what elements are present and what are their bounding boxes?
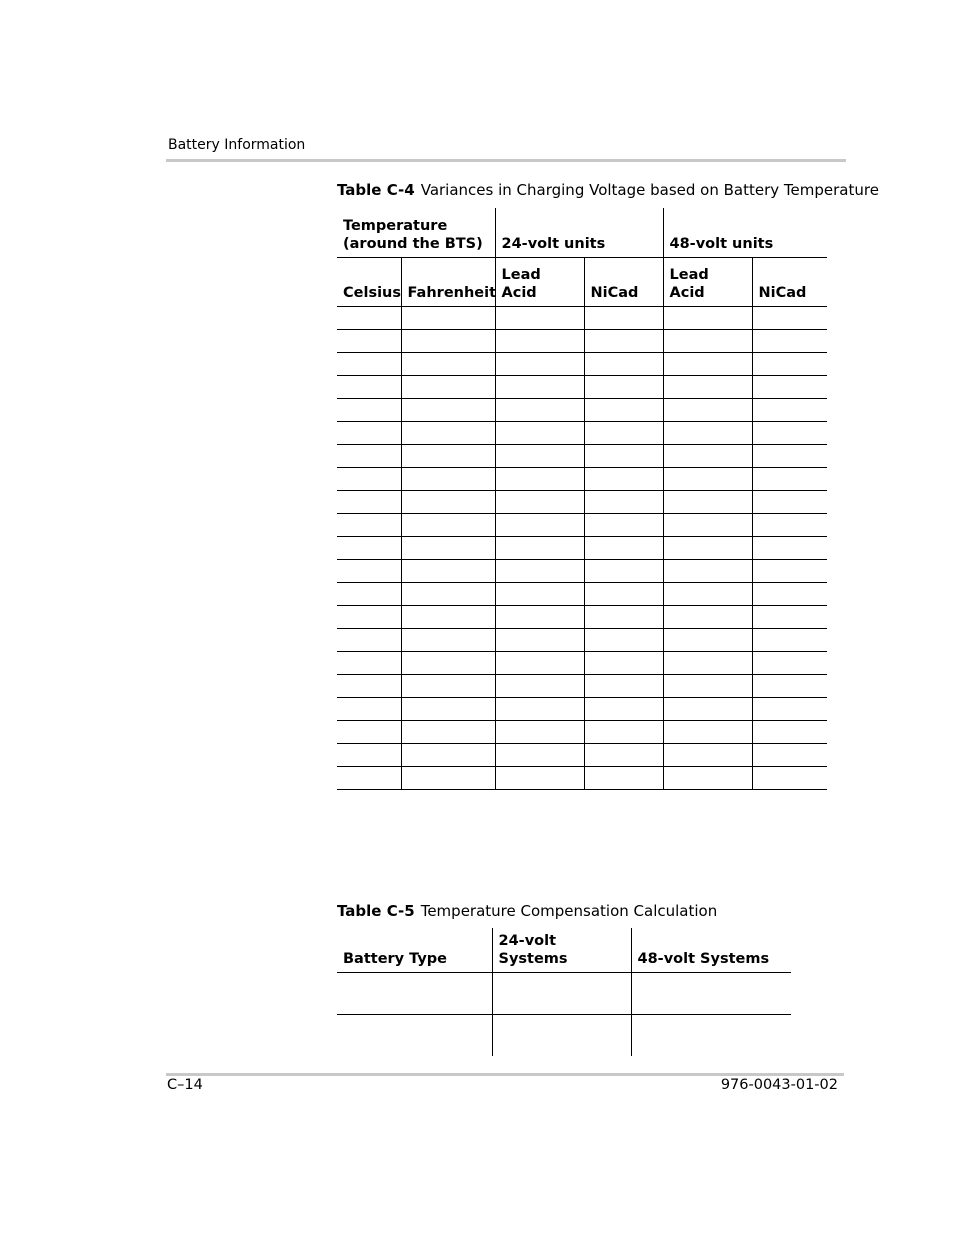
table-row bbox=[337, 399, 827, 422]
table-cell bbox=[495, 491, 584, 514]
table-cell bbox=[337, 583, 401, 606]
table-cell bbox=[401, 606, 495, 629]
table-cell bbox=[401, 537, 495, 560]
table-cell bbox=[337, 606, 401, 629]
table-cell bbox=[337, 353, 401, 376]
table-c4-title: Variances in Charging Voltage based on Battery Temperature bbox=[420, 181, 879, 199]
table-cell bbox=[584, 675, 663, 698]
table-cell bbox=[752, 744, 827, 767]
table-cell bbox=[337, 629, 401, 652]
table-cell bbox=[584, 491, 663, 514]
table-cell bbox=[663, 491, 752, 514]
running-head: Battery Information bbox=[168, 137, 306, 153]
table-cell bbox=[584, 468, 663, 491]
table-cell bbox=[631, 1015, 791, 1057]
table-cell bbox=[663, 353, 752, 376]
table-cell bbox=[337, 698, 401, 721]
table-cell bbox=[495, 330, 584, 353]
table-cell bbox=[584, 422, 663, 445]
table-row bbox=[337, 767, 827, 790]
table-cell bbox=[337, 675, 401, 698]
table-c4-number: Table C-4 bbox=[337, 181, 415, 199]
header-fahrenheit: Fahrenheit bbox=[401, 258, 495, 307]
table-cell bbox=[401, 445, 495, 468]
table-cell bbox=[337, 491, 401, 514]
table-cell bbox=[663, 721, 752, 744]
table-row bbox=[337, 606, 827, 629]
table-cell bbox=[752, 767, 827, 790]
table-cell bbox=[752, 353, 827, 376]
table-cell bbox=[663, 675, 752, 698]
table-row bbox=[337, 307, 827, 330]
table-cell bbox=[584, 583, 663, 606]
header-48v-nicad: NiCad bbox=[752, 258, 827, 307]
table-c5 bbox=[337, 928, 791, 1056]
table-cell bbox=[584, 353, 663, 376]
table-cell bbox=[495, 537, 584, 560]
table-cell bbox=[337, 399, 401, 422]
table-cell bbox=[401, 675, 495, 698]
table-cell bbox=[752, 583, 827, 606]
table-cell bbox=[584, 652, 663, 675]
table-row bbox=[337, 330, 827, 353]
table-cell bbox=[495, 307, 584, 330]
table-row bbox=[337, 583, 827, 606]
table-cell bbox=[584, 445, 663, 468]
table-cell bbox=[495, 445, 584, 468]
table-cell bbox=[663, 307, 752, 330]
table-row bbox=[337, 698, 827, 721]
table-cell bbox=[492, 1015, 631, 1057]
table-row bbox=[337, 629, 827, 652]
table-cell bbox=[752, 422, 827, 445]
table-cell bbox=[584, 767, 663, 790]
table-c5-caption bbox=[337, 902, 717, 920]
table-row bbox=[337, 652, 827, 675]
table-cell bbox=[663, 629, 752, 652]
table-cell bbox=[337, 330, 401, 353]
table-cell bbox=[495, 560, 584, 583]
table-cell bbox=[752, 468, 827, 491]
table-cell bbox=[584, 376, 663, 399]
table-row bbox=[337, 376, 827, 399]
table-row bbox=[337, 744, 827, 767]
table-cell bbox=[631, 973, 791, 1015]
table-cell bbox=[752, 606, 827, 629]
table-cell bbox=[495, 675, 584, 698]
table-cell bbox=[495, 767, 584, 790]
table-cell bbox=[401, 583, 495, 606]
table-cell bbox=[663, 652, 752, 675]
table-cell bbox=[495, 422, 584, 445]
table-cell bbox=[495, 353, 584, 376]
table-cell bbox=[584, 514, 663, 537]
header-48-volt-systems: 48-volt Systems bbox=[631, 928, 791, 973]
table-cell bbox=[752, 652, 827, 675]
header-temperature: Temperature (around the BTS) bbox=[337, 208, 495, 258]
table-cell bbox=[584, 537, 663, 560]
table-cell bbox=[401, 399, 495, 422]
table-cell bbox=[584, 698, 663, 721]
table-cell bbox=[752, 629, 827, 652]
table-c5-header-row bbox=[337, 928, 791, 973]
table-row bbox=[337, 1015, 791, 1057]
table-cell bbox=[401, 422, 495, 445]
table-row bbox=[337, 514, 827, 537]
header-celsius: Celsius bbox=[337, 258, 401, 307]
table-cell bbox=[401, 330, 495, 353]
table-cell bbox=[752, 330, 827, 353]
table-row bbox=[337, 353, 827, 376]
table-cell bbox=[663, 744, 752, 767]
table-cell bbox=[337, 744, 401, 767]
table-cell bbox=[663, 376, 752, 399]
table-cell bbox=[337, 721, 401, 744]
header-48-volt-units: 48-volt units bbox=[663, 208, 827, 258]
table-cell bbox=[663, 698, 752, 721]
table-cell bbox=[752, 675, 827, 698]
table-cell bbox=[584, 399, 663, 422]
table-cell bbox=[337, 973, 492, 1015]
table-cell bbox=[401, 560, 495, 583]
table-cell bbox=[663, 445, 752, 468]
table-cell bbox=[663, 330, 752, 353]
table-row bbox=[337, 422, 827, 445]
table-row bbox=[337, 675, 827, 698]
table-cell bbox=[401, 514, 495, 537]
table-cell bbox=[663, 399, 752, 422]
table-row bbox=[337, 537, 827, 560]
header-24-volt-units: 24-volt units bbox=[495, 208, 663, 258]
table-cell bbox=[584, 560, 663, 583]
table-cell bbox=[663, 606, 752, 629]
table-cell bbox=[495, 399, 584, 422]
table-cell bbox=[337, 514, 401, 537]
table-cell bbox=[495, 514, 584, 537]
table-cell bbox=[401, 468, 495, 491]
table-c5-title: Temperature Compensation Calculation bbox=[420, 902, 718, 920]
table-cell bbox=[752, 376, 827, 399]
table-cell bbox=[752, 307, 827, 330]
table-cell bbox=[337, 376, 401, 399]
table-row bbox=[337, 721, 827, 744]
table-cell bbox=[495, 652, 584, 675]
table-cell bbox=[663, 583, 752, 606]
table-cell bbox=[752, 399, 827, 422]
header-rule bbox=[166, 159, 846, 162]
table-cell bbox=[495, 744, 584, 767]
table-cell bbox=[495, 606, 584, 629]
table-cell bbox=[752, 560, 827, 583]
header-24v-lead-acid: Lead Acid bbox=[495, 258, 584, 307]
header-24-volt-systems: 24-volt Systems bbox=[492, 928, 631, 973]
table-cell bbox=[401, 744, 495, 767]
table-cell bbox=[663, 560, 752, 583]
table-cell bbox=[401, 307, 495, 330]
table-cell bbox=[337, 560, 401, 583]
table-row bbox=[337, 973, 791, 1015]
table-cell bbox=[663, 537, 752, 560]
table-cell bbox=[495, 698, 584, 721]
page-number: C–14 bbox=[167, 1077, 203, 1093]
table-cell bbox=[663, 767, 752, 790]
table-cell bbox=[752, 491, 827, 514]
table-cell bbox=[337, 468, 401, 491]
header-48v-lead-acid: Lead Acid bbox=[663, 258, 752, 307]
table-cell bbox=[752, 537, 827, 560]
table-cell bbox=[495, 583, 584, 606]
table-cell bbox=[337, 307, 401, 330]
table-c4-column-header-row bbox=[337, 258, 827, 307]
table-cell bbox=[337, 422, 401, 445]
table-cell bbox=[752, 698, 827, 721]
table-row bbox=[337, 560, 827, 583]
table-cell bbox=[337, 537, 401, 560]
table-row bbox=[337, 468, 827, 491]
table-row bbox=[337, 445, 827, 468]
table-row bbox=[337, 491, 827, 514]
table-cell bbox=[495, 376, 584, 399]
table-cell bbox=[337, 445, 401, 468]
table-cell bbox=[584, 744, 663, 767]
header-24v-nicad: NiCad bbox=[584, 258, 663, 307]
table-cell bbox=[401, 491, 495, 514]
footer-rule bbox=[166, 1073, 844, 1076]
table-c4-body bbox=[337, 307, 827, 790]
table-cell bbox=[752, 445, 827, 468]
table-cell bbox=[401, 353, 495, 376]
table-cell bbox=[584, 307, 663, 330]
table-cell bbox=[495, 468, 584, 491]
table-cell bbox=[752, 721, 827, 744]
document-number: 976-0043-01-02 bbox=[720, 1077, 838, 1093]
table-cell bbox=[401, 767, 495, 790]
table-cell bbox=[337, 767, 401, 790]
table-cell bbox=[337, 1015, 492, 1057]
table-cell bbox=[401, 376, 495, 399]
table-cell bbox=[584, 606, 663, 629]
table-c4-caption bbox=[337, 181, 879, 199]
table-cell bbox=[584, 330, 663, 353]
table-c4-group-header-row bbox=[337, 208, 827, 258]
header-battery-type: Battery Type bbox=[337, 928, 492, 973]
table-cell bbox=[401, 721, 495, 744]
table-cell bbox=[495, 629, 584, 652]
table-cell bbox=[401, 652, 495, 675]
table-cell bbox=[337, 652, 401, 675]
table-cell bbox=[401, 698, 495, 721]
table-cell bbox=[663, 468, 752, 491]
table-c5-body bbox=[337, 973, 791, 1057]
table-cell bbox=[401, 629, 495, 652]
table-c4 bbox=[337, 208, 827, 790]
table-cell bbox=[584, 721, 663, 744]
table-c5-number: Table C-5 bbox=[337, 902, 415, 920]
table-cell bbox=[495, 721, 584, 744]
table-cell bbox=[752, 514, 827, 537]
table-cell bbox=[663, 422, 752, 445]
table-cell bbox=[492, 973, 631, 1015]
table-cell bbox=[663, 514, 752, 537]
table-cell bbox=[584, 629, 663, 652]
